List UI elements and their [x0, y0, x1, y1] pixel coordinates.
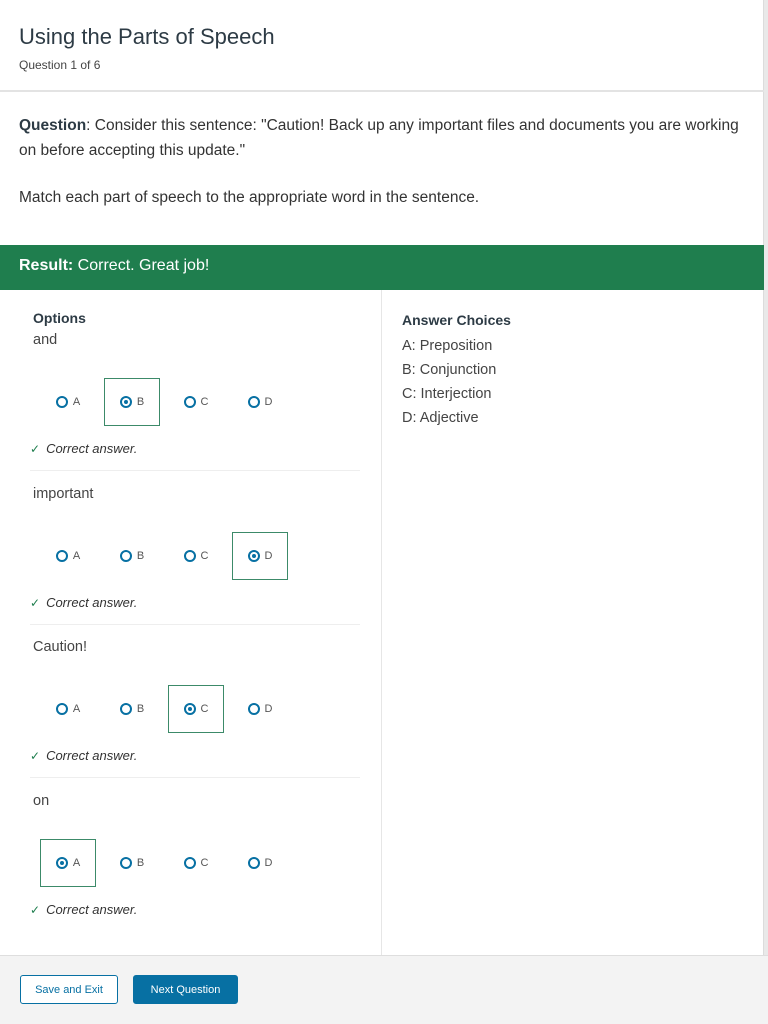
radio-circle-icon [120, 550, 132, 562]
radio-circle-icon [248, 703, 260, 715]
feedback-text: Correct answer. [46, 441, 138, 456]
divider [30, 470, 360, 471]
options-column [0, 290, 382, 955]
feedback-text: Correct answer. [46, 902, 138, 917]
radio-label: C [200, 396, 209, 408]
answer-choices-heading: Answer Choices [402, 312, 511, 328]
radio-option-b[interactable] [104, 378, 160, 426]
radio-label: D [264, 703, 273, 715]
question-instruction: Match each part of speech to the appropriate word in the sentence. [19, 189, 480, 206]
result-banner [0, 245, 764, 290]
radio-circle-icon [184, 550, 196, 562]
answer-choice-letter: B: [402, 362, 416, 378]
answer-choice [402, 382, 742, 406]
answer-choice-letter: A: [402, 338, 416, 354]
answer-choices-panel [402, 312, 742, 430]
radio-circle-icon [248, 857, 260, 869]
radio-circle-icon [184, 703, 196, 715]
radio-option-c[interactable] [168, 685, 224, 733]
radio-circle-icon [120, 396, 132, 408]
radio-option-d[interactable] [232, 685, 288, 733]
item-word: Caution! [33, 639, 88, 655]
radio-option-c[interactable] [168, 378, 224, 426]
quiz-header [0, 0, 764, 92]
result-text: Correct. Great job! [73, 257, 210, 274]
item-word: on [33, 793, 50, 809]
radio-circle-icon [184, 857, 196, 869]
radio-circle-icon [248, 396, 260, 408]
radio-option-d[interactable] [232, 378, 288, 426]
feedback-correct [30, 441, 137, 456]
radio-option-c[interactable] [168, 532, 224, 580]
radio-label: B [136, 857, 145, 869]
answer-choice-text: Conjunction [419, 362, 497, 378]
item-word: important [33, 486, 94, 502]
radio-label: A [72, 703, 81, 715]
radio-circle-icon [56, 703, 68, 715]
radio-option-d[interactable] [232, 839, 288, 887]
radio-circle-icon [56, 550, 68, 562]
checkmark-icon: ✓ [30, 596, 41, 610]
radio-circle-icon [120, 857, 132, 869]
radio-label: C [200, 550, 209, 562]
radio-group [40, 532, 380, 582]
answer-choice-text: Adjective [419, 410, 479, 426]
radio-group [40, 378, 380, 428]
radio-option-b[interactable] [104, 532, 160, 580]
question-text [19, 113, 744, 163]
radio-label: B [136, 703, 145, 715]
radio-label: A [72, 396, 81, 408]
feedback-correct [30, 748, 137, 763]
item-word: and [33, 332, 58, 348]
footer-bar [0, 955, 768, 1024]
answer-choice [402, 358, 742, 382]
save-and-exit-button[interactable]: Save and Exit [20, 975, 118, 1004]
radio-label: D [264, 550, 273, 562]
question-counter: Question 1 of 6 [19, 58, 101, 72]
feedback-correct [30, 902, 137, 917]
radio-option-c[interactable] [168, 839, 224, 887]
page-title: Using the Parts of Speech [19, 24, 275, 49]
divider [30, 624, 360, 625]
feedback-text: Correct answer. [46, 748, 138, 763]
answer-choice-text: Preposition [419, 338, 493, 354]
radio-option-a[interactable] [40, 685, 96, 733]
answer-choices-list [402, 334, 742, 430]
radio-label: A [72, 857, 81, 869]
radio-option-a[interactable] [40, 532, 96, 580]
result-label: Result: [19, 257, 74, 274]
radio-option-a[interactable] [40, 378, 96, 426]
radio-circle-icon [248, 550, 260, 562]
radio-label: A [72, 550, 81, 562]
radio-option-d[interactable] [232, 532, 288, 580]
radio-label: D [264, 396, 273, 408]
divider [30, 777, 360, 778]
radio-option-a[interactable] [40, 839, 96, 887]
options-heading: Options [33, 310, 86, 326]
feedback-text: Correct answer. [46, 595, 138, 610]
answer-choice-letter: C: [402, 386, 417, 402]
radio-circle-icon [120, 703, 132, 715]
answer-choice-text: Interjection [420, 386, 492, 402]
checkmark-icon: ✓ [30, 442, 41, 456]
answer-choice [402, 406, 742, 430]
radio-option-b[interactable] [104, 839, 160, 887]
feedback-correct [30, 595, 137, 610]
checkmark-icon: ✓ [30, 903, 41, 917]
radio-label: B [136, 396, 145, 408]
question-body: : Consider this sentence: "Caution! Back up any important files and documents you are working on before accepting this update." [19, 117, 739, 159]
next-question-button[interactable]: Next Question [133, 975, 238, 1004]
answer-choice-letter: D: [402, 410, 417, 426]
radio-label: B [136, 550, 145, 562]
radio-label: C [200, 703, 209, 715]
radio-label: D [264, 857, 273, 869]
radio-group [40, 839, 380, 889]
radio-label: C [200, 857, 209, 869]
radio-circle-icon [56, 396, 68, 408]
radio-group [40, 685, 380, 735]
answer-choice [402, 334, 742, 358]
radio-circle-icon [56, 857, 68, 869]
checkmark-icon: ✓ [30, 749, 41, 763]
radio-circle-icon [184, 396, 196, 408]
question-label: Question [19, 117, 87, 134]
radio-option-b[interactable] [104, 685, 160, 733]
